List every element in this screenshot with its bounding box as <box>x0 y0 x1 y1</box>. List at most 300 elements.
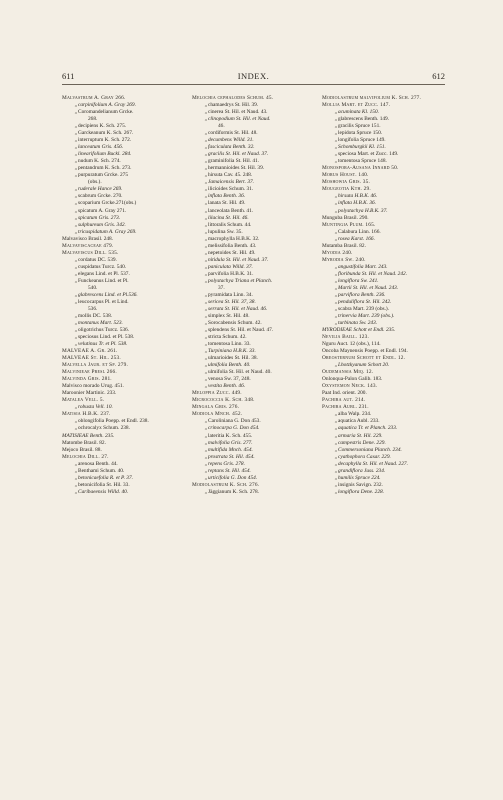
entry-text: cordatus DC. 539. <box>78 256 117 263</box>
index-entry <box>192 468 316 475</box>
ditto-mark: „ <box>334 235 337 242</box>
index-entry <box>192 215 316 222</box>
entry-text: insignis Savign. 232. <box>338 481 383 488</box>
ditto-mark: „ <box>74 144 77 151</box>
index-entry <box>192 320 316 327</box>
index-entry <box>192 411 316 418</box>
index-entry <box>62 215 186 222</box>
entry-text: Jäggianum K. Sch. 278. <box>208 488 260 495</box>
entry-text: Malvaviscus Dill. 535. <box>62 249 119 256</box>
ditto-mark: „ <box>204 474 207 481</box>
index-entry <box>192 278 316 285</box>
ditto-mark: „ <box>334 277 337 284</box>
ditto-mark: „ <box>204 242 207 249</box>
index-entry <box>192 369 316 376</box>
page-header <box>62 71 445 83</box>
index-entry <box>322 158 446 165</box>
entry-text: grandiflora Juss. 234. <box>338 467 386 474</box>
entry-text: Schomburgkii Kl. 151. <box>338 144 386 151</box>
index-entry <box>62 454 186 461</box>
ditto-mark: „ <box>204 130 207 137</box>
index-entry <box>322 179 446 186</box>
ditto-mark: „ <box>74 291 77 298</box>
entry-text: Meloppia Zucc. 449. <box>192 390 242 397</box>
index-entry <box>322 123 446 130</box>
entry-text: chamaedrys St. Hil. 39. <box>208 102 259 109</box>
index-entry <box>62 461 186 468</box>
ditto-mark: „ <box>334 425 337 432</box>
ditto-mark: „ <box>334 460 337 467</box>
ditto-mark: „ <box>74 474 77 481</box>
ditto-mark: „ <box>74 320 77 326</box>
index-entry <box>62 440 186 447</box>
ditto-mark: „ <box>204 418 207 425</box>
entry-text: multifida Mnch. 454. <box>208 446 253 453</box>
entry-text: pyramidata Linn. 34. <box>208 291 253 298</box>
entry-text: tomentosa Linn. 33. <box>208 341 251 348</box>
index-entry <box>192 440 316 447</box>
ditto-mark: „ <box>204 228 207 235</box>
index-entry <box>62 285 186 292</box>
entry-text: lateritia K. Sch. 455. <box>208 432 253 439</box>
entry-text: Pachira Aubl. 231. <box>322 404 369 411</box>
index-entry <box>322 383 446 390</box>
index-entry <box>62 404 186 411</box>
entry-text: MYRODIEAE Schott et Endl. 235. <box>322 327 396 334</box>
entry-text: venosa Sw. 37, 248. <box>208 376 251 383</box>
entry-text: Malvavisco Brasil. 248. <box>62 235 114 242</box>
index-entry <box>192 179 316 186</box>
ditto-mark: „ <box>334 116 337 123</box>
entry-text: decumbens Willd. 31. <box>208 137 254 144</box>
ditto-mark: „ <box>334 298 337 305</box>
index-entry <box>62 362 186 369</box>
index-entry <box>192 397 316 404</box>
index-entry <box>192 109 316 116</box>
index-entry <box>62 151 186 158</box>
ditto-mark: „ <box>74 425 77 432</box>
index-entry <box>62 250 186 257</box>
entry-text: nudum K. Sch. 274. <box>78 158 121 165</box>
entry-text: cuspidatus Turcz. 540. <box>78 263 127 270</box>
entry-text: Calabura Linn. 166. <box>338 228 381 235</box>
index-entry <box>62 172 186 179</box>
index-entry <box>62 306 186 313</box>
index-entry <box>322 320 446 327</box>
index-entry <box>322 250 446 257</box>
index-entry <box>192 489 316 496</box>
entry-text: floribunda St. Hil. et Naud. 242. <box>338 270 408 277</box>
index-entry <box>62 144 186 151</box>
index-entry <box>322 243 446 250</box>
index-entry <box>322 292 446 299</box>
entry-text: lanceolata Benth. 41. <box>208 207 254 214</box>
ditto-mark: „ <box>204 249 207 256</box>
index-entry <box>322 369 446 376</box>
entry-text: Nevilia Baill. 123. <box>322 334 370 341</box>
entry-text: betonicaefolia R. et P. 37. <box>78 474 133 481</box>
index-entry <box>322 236 446 243</box>
entry-text: hermannioides St. Hil. 39. <box>208 165 265 172</box>
ditto-mark: „ <box>334 291 337 298</box>
index-entry <box>322 376 446 383</box>
index-entry <box>192 482 316 489</box>
index-entry <box>322 193 446 200</box>
entry-text: Pachira aut. 214. <box>322 397 366 404</box>
index-entry <box>192 95 316 102</box>
entry-text: penduliflora St. Hil. 242. <box>338 298 392 305</box>
entry-text: Mejoco Brasil. 88. <box>62 446 102 453</box>
index-entry <box>62 193 186 200</box>
entry-text: gracilis St. Hil. et Naud. 37. <box>208 151 269 158</box>
index-entry <box>62 123 186 130</box>
entry-text: paniculata Willd. 37. <box>208 263 253 270</box>
entry-text: repens Gris. 278. <box>208 460 245 467</box>
index-entry <box>322 299 446 306</box>
index-entry <box>322 109 446 116</box>
index-entry <box>322 172 446 179</box>
ditto-mark: „ <box>204 355 207 362</box>
index-entry <box>192 144 316 151</box>
index-entry <box>62 390 186 397</box>
entry-text: glabrescens Lind. et Pl.536. <box>78 291 138 298</box>
index-entry <box>322 257 446 264</box>
entry-text: decipiens K. Sch. 275. <box>78 123 127 130</box>
page-title: INDEX. <box>237 71 270 81</box>
entry-text: inflata H.B.K. 36. <box>338 200 377 207</box>
entry-text: Mingala Gris. 276. <box>192 404 240 411</box>
ditto-mark: „ <box>74 172 77 179</box>
entry-text: stricta Schum. 42. <box>208 334 247 341</box>
entry-text: splendens St. Hil. et Naud. 47. <box>208 327 274 334</box>
ditto-mark: „ <box>204 291 207 298</box>
index-entry <box>62 208 186 215</box>
entry-text: montanus Mart. 523. <box>78 320 123 326</box>
index-entry <box>62 186 186 193</box>
entry-text: Munguba Brasil. 290. <box>322 214 369 221</box>
index-entry <box>322 285 446 292</box>
entry-text: Matisia H.B.K. 237. <box>62 411 111 418</box>
index-entry <box>322 425 446 432</box>
entry-text: turbinata Sw. 243. <box>338 320 378 326</box>
index-entry <box>322 278 446 285</box>
ditto-mark: „ <box>334 263 337 270</box>
index-entry <box>322 313 446 320</box>
index-entry <box>62 158 186 165</box>
entry-text: ulmifolia Benth. 40. <box>208 362 251 369</box>
index-entry <box>322 116 446 123</box>
entry-text: lupulina Sw. 35. <box>208 228 243 235</box>
index-entry <box>322 341 446 348</box>
entry-text: armaria St. Hil. 229. <box>338 432 383 439</box>
ditto-mark: „ <box>74 221 77 228</box>
index-entry <box>192 341 316 348</box>
ditto-mark: „ <box>334 130 337 137</box>
entry-text: Myodia 240. <box>322 249 353 256</box>
index-entry <box>62 411 186 418</box>
ditto-mark: „ <box>204 432 207 439</box>
index-entry <box>192 292 316 299</box>
index-entry <box>192 165 316 172</box>
entry-text: graminifolia St. Hil. 41. <box>208 158 260 165</box>
index-entry <box>322 334 446 341</box>
ditto-mark: „ <box>204 277 207 284</box>
entry-text: Muntingia Plum. 165. <box>322 221 376 228</box>
entry-text: Sorocabensis Schum. 42. <box>208 320 262 326</box>
index-entry <box>192 313 316 320</box>
entry-text: mollis DC. 538. <box>78 312 113 319</box>
entry-text: macrophylla H.B.K. 32. <box>208 235 260 242</box>
index-entry <box>192 264 316 271</box>
entry-text: Oncoba Maynensis Poepp. et Endl. 194. <box>322 348 408 355</box>
index-entry <box>322 397 446 404</box>
index-entry <box>192 348 316 355</box>
ditto-mark: „ <box>334 320 337 326</box>
entry-text: urticifolia G. Don 454. <box>208 474 258 481</box>
ditto-mark: „ <box>334 207 337 214</box>
entry-text: carpinifolium A. Gray 269. <box>78 102 136 109</box>
ditto-mark: „ <box>204 137 207 144</box>
index-entry <box>322 390 446 397</box>
index-entry <box>322 489 446 496</box>
entry-text: 540. <box>88 284 98 291</box>
index-entry <box>62 271 186 278</box>
entry-text: lepidota Spruce 150. <box>338 130 383 137</box>
index-entry <box>322 144 446 151</box>
entry-text: nepetoides St. Hil. 49. <box>208 249 256 256</box>
entry-text: prostrata St. Hil. 454. <box>208 453 255 460</box>
ditto-mark: „ <box>204 369 207 376</box>
ditto-mark: „ <box>204 109 207 116</box>
ditto-mark: „ <box>334 446 337 453</box>
index-entry <box>62 137 186 144</box>
index-entry <box>62 475 186 482</box>
entry-text: acuminata Kl. 150. <box>338 109 379 116</box>
entry-text: oblongifolia Poepp. et Endl. 238. <box>78 418 149 425</box>
index-entry <box>62 130 186 137</box>
index-entry <box>62 243 186 250</box>
entry-text: scabra Mart. 239 (obs.). <box>338 305 390 312</box>
index-entry <box>62 229 186 236</box>
ditto-mark: „ <box>204 221 207 228</box>
index-entry <box>192 257 316 264</box>
entry-text: Caroliniana G. Don 453. <box>208 418 261 425</box>
entry-text: leucocarpus Pl. et Lind. <box>78 298 129 305</box>
ditto-mark: „ <box>74 418 77 425</box>
ditto-mark: „ <box>334 362 337 369</box>
index-entry <box>62 109 186 116</box>
index-entry <box>192 102 316 109</box>
ditto-mark: „ <box>74 481 77 488</box>
ditto-mark: „ <box>334 284 337 291</box>
index-entry <box>192 404 316 411</box>
index-entry <box>62 482 186 489</box>
index-column-1 <box>62 95 186 496</box>
index-entry <box>192 299 316 306</box>
index-entry <box>322 362 446 369</box>
ditto-mark: „ <box>204 158 207 165</box>
index-entry <box>62 376 186 383</box>
entry-text: Malvisco morado Urug. 451. <box>62 383 124 390</box>
entry-text: 37. <box>218 284 225 291</box>
index-entry <box>62 278 186 285</box>
index-entry <box>192 172 316 179</box>
index-entry <box>62 257 186 264</box>
ditto-mark: „ <box>334 467 337 474</box>
entry-text: simplex St. Hil. 48. <box>208 312 250 319</box>
entry-text: Mutamba Brasil. 82. <box>322 242 366 249</box>
index-entry <box>192 447 316 454</box>
index-entry <box>62 165 186 172</box>
index-entry <box>62 320 186 327</box>
index-entry <box>62 334 186 341</box>
entry-text: polystachya Triana et Planch. <box>208 277 273 284</box>
index-entry <box>192 390 316 397</box>
index-entry <box>192 334 316 341</box>
entry-text: Malvinda Gris. 281. <box>62 376 112 383</box>
ditto-mark: „ <box>74 186 77 193</box>
entry-text: Lhotzkyanum Schott 20. <box>338 362 390 369</box>
index-entry <box>192 271 316 278</box>
index-entry <box>62 200 186 207</box>
ditto-mark: „ <box>204 256 207 263</box>
ditto-mark: „ <box>204 348 207 355</box>
ditto-mark: „ <box>204 334 207 341</box>
entry-text: Martii St. Hil. et Naud. 243. <box>338 284 399 291</box>
ditto-mark: „ <box>334 123 337 130</box>
entry-text: MATISIEAE Benth. 235. <box>62 432 115 439</box>
index-entry <box>62 292 186 299</box>
index-entry <box>192 243 316 250</box>
entry-text: (obs.). <box>88 179 102 186</box>
entry-text: Oudemansia Miq. 12. <box>322 369 374 376</box>
index-entry <box>322 327 446 334</box>
entry-text: Modiolastrum malvifolium K. Sch. 277. <box>322 95 422 101</box>
ditto-mark: „ <box>204 488 207 495</box>
entry-text: lilacina St. Hil. 46. <box>208 214 249 221</box>
left-page-number: 611 <box>62 71 75 81</box>
ditto-mark: „ <box>74 214 77 221</box>
index-entry <box>192 475 316 482</box>
ditto-mark: „ <box>204 467 207 474</box>
entry-text: cyathophora Casar. 229. <box>338 453 391 460</box>
entry-text: velutinus Tr. et Pl. 538. <box>78 341 128 348</box>
entry-text: longifolia Spruce 149. <box>338 137 386 144</box>
ditto-mark: „ <box>74 298 77 305</box>
ditto-mark: „ <box>74 109 77 116</box>
ditto-mark: „ <box>204 207 207 214</box>
entry-text: trinervia Mart. 239 (obs.). <box>338 312 395 319</box>
entry-text: parviflora Benth. 236. <box>338 291 386 298</box>
entry-text: Maroonier Martinic. 233. <box>62 390 117 397</box>
entry-text: pentandrum K. Sch. 273. <box>78 165 132 172</box>
index-entry <box>192 151 316 158</box>
entry-text: Matombe Brasil. 82. <box>62 439 106 446</box>
index-entry <box>192 461 316 468</box>
entry-text: crinocarpa G. Don 454. <box>208 425 260 432</box>
ditto-mark: „ <box>334 439 337 446</box>
entry-text: speciosus Lind. et Pl. 538. <box>78 334 135 341</box>
ditto-mark: „ <box>74 256 77 263</box>
ditto-mark: „ <box>334 144 337 151</box>
index-entry <box>322 165 446 172</box>
index-entry <box>192 137 316 144</box>
entry-text: Monospora-Ausana Innard 50. <box>322 165 399 172</box>
ditto-mark: „ <box>334 432 337 439</box>
entry-text: longiflora Sw. 241. <box>338 277 379 284</box>
entry-text: scoparium Grcke.271(obs.) <box>78 200 137 207</box>
ditto-mark: „ <box>74 334 77 341</box>
index-entry <box>322 215 446 222</box>
index-entry <box>192 186 316 193</box>
index-entry <box>192 327 316 334</box>
entry-text: oligotrichus Turcz. 536. <box>78 327 130 334</box>
index-entry <box>62 348 186 355</box>
ditto-mark: „ <box>204 425 207 432</box>
ditto-mark: „ <box>204 298 207 305</box>
ditto-mark: „ <box>334 312 337 319</box>
entry-text: ochrocalyx Schum. 238. <box>78 425 130 432</box>
ditto-mark: „ <box>204 172 207 179</box>
index-entry <box>322 200 446 207</box>
entry-text: Jamaicensis Bert. 37. <box>208 179 255 186</box>
ditto-mark: „ <box>74 151 77 158</box>
index-entry <box>62 447 186 454</box>
ditto-mark: „ <box>74 467 77 474</box>
ditto-mark: „ <box>204 341 207 348</box>
index-entry <box>322 137 446 144</box>
index-entry <box>192 193 316 200</box>
ditto-mark: „ <box>204 320 207 326</box>
index-entry <box>62 383 186 390</box>
index-entry <box>322 411 446 418</box>
entry-text: lanata St. Hil. 49. <box>208 200 246 207</box>
ditto-mark: „ <box>334 270 337 277</box>
entry-text: robusta Vell. 10. <box>78 404 113 411</box>
entry-text: Mougeotia Kth. 29. <box>322 186 371 193</box>
index-entry <box>322 151 446 158</box>
entry-text: serrata St. Hil. et Naud. 46. <box>208 305 268 312</box>
index-entry <box>192 236 316 243</box>
entry-text: Modiola Mnch. 452. <box>192 411 243 418</box>
ditto-mark: „ <box>204 460 207 467</box>
ditto-mark: „ <box>204 383 207 390</box>
index-entry <box>62 179 186 186</box>
ditto-mark: „ <box>74 277 77 284</box>
entry-text: hirsuta Cav. 45. 248. <box>208 172 253 179</box>
entry-text: Coromandelianum Grcke. <box>78 109 134 116</box>
ditto-mark: „ <box>204 235 207 242</box>
ditto-mark: „ <box>204 144 207 151</box>
entry-text: Turpiniana H.B.K. 33. <box>208 348 256 355</box>
ditto-mark: „ <box>334 418 337 425</box>
entry-text: angustifolia Mart. 243. <box>338 263 388 270</box>
index-entry <box>322 271 446 278</box>
index-entry <box>192 208 316 215</box>
index-entry <box>62 433 186 440</box>
index-entry <box>322 404 446 411</box>
entry-text: reptans St. Hil. 454. <box>208 467 251 474</box>
index-entry <box>322 95 446 102</box>
index-entry <box>322 130 446 137</box>
ditto-mark: „ <box>74 263 77 270</box>
ditto-mark: „ <box>74 327 77 334</box>
entry-text: ilicioides Schum. 31. <box>208 186 254 193</box>
ditto-mark: „ <box>74 341 77 348</box>
entry-text: melissifolia Benth. 43. <box>208 242 257 249</box>
index-entry <box>322 447 446 454</box>
entry-text: spicatum A. Gray 271. <box>78 207 127 214</box>
